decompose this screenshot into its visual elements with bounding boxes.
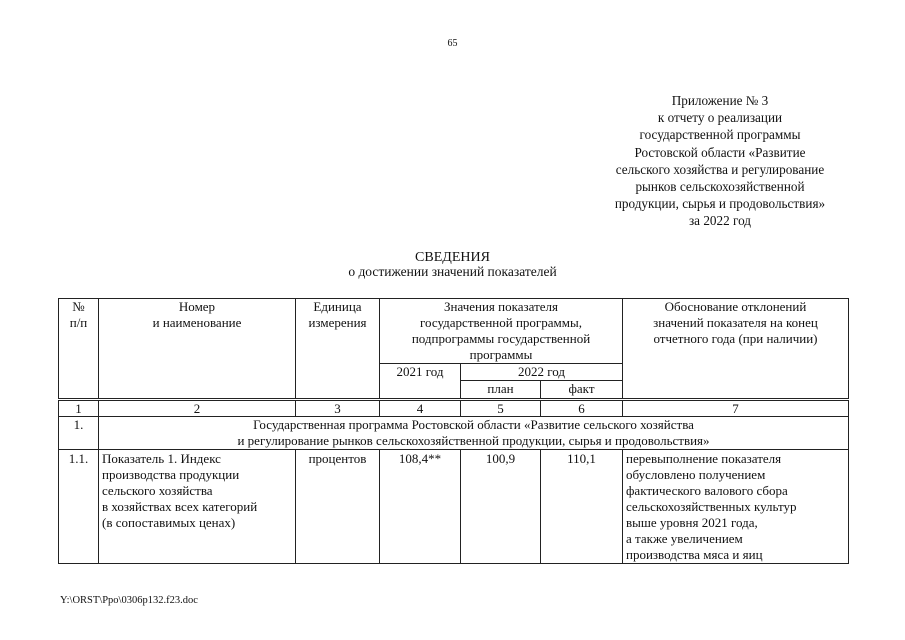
header-num: № п/п bbox=[59, 299, 99, 400]
column-number: 6 bbox=[541, 400, 623, 417]
row-plan: 100,9 bbox=[461, 450, 541, 564]
appendix-line: продукции, сырья и продовольствия» bbox=[614, 196, 826, 212]
column-number: 5 bbox=[461, 400, 541, 417]
appendix-line: к отчету о реализации bbox=[657, 110, 783, 126]
column-number: 7 bbox=[623, 400, 849, 417]
header-fact: факт bbox=[541, 381, 623, 400]
row-value-2021: 108,4** bbox=[380, 450, 461, 564]
header-year-2022: 2022 год bbox=[461, 364, 623, 381]
indicators-table bbox=[58, 298, 849, 564]
column-number: 2 bbox=[99, 400, 296, 417]
section-row bbox=[59, 417, 849, 450]
appendix-line: государственной программы bbox=[639, 127, 801, 143]
appendix-heading bbox=[560, 92, 880, 230]
document-title: СВЕДЕНИЯ bbox=[415, 250, 490, 265]
row-num: 1.1. bbox=[59, 450, 99, 564]
header-values: Значения показателя государственной программы, подпрограммы государственной программы bbox=[380, 299, 623, 364]
row-name: Показатель 1. Индекс производства продукции сельского хозяйства в хозяйствах всех категорий (в сопоставимых ценах) bbox=[99, 450, 296, 564]
section-title: Государственная программа Ростовской области «Развитие сельского хозяйства и регулирование рынков сельскохозяйственной продукции, сырья и продовольствия» bbox=[99, 417, 849, 450]
header-name: Номер и наименование bbox=[99, 299, 296, 400]
row-justification: перевыполнение показателя обусловлено получением фактического валового сбора сельскохозяйственных культур выше уровня 2021 года, а также увеличением производства мяса и яиц bbox=[623, 450, 849, 564]
page-number: 65 bbox=[447, 38, 458, 49]
header-justification: Обоснование отклонений значений показателя на конец отчетного года (при наличии) bbox=[623, 299, 849, 400]
column-numbers-row bbox=[59, 400, 849, 417]
column-number: 3 bbox=[296, 400, 380, 417]
appendix-line: Приложение № 3 bbox=[671, 93, 769, 108]
table-header-row bbox=[59, 299, 849, 364]
appendix-line: сельского хозяйства и регулирование bbox=[615, 161, 825, 177]
header-plan: план bbox=[461, 381, 541, 400]
appendix-line: за 2022 год bbox=[688, 213, 752, 229]
column-number: 1 bbox=[59, 400, 99, 417]
column-number: 4 bbox=[380, 400, 461, 417]
document-subtitle: о достижении значений показателей bbox=[348, 264, 557, 279]
row-unit: процентов bbox=[296, 450, 380, 564]
footer-file-path: Y:\ORST\Ppo\0306p132.f23.doc bbox=[60, 595, 198, 606]
table-row bbox=[59, 450, 849, 564]
section-num: 1. bbox=[59, 417, 99, 450]
header-unit: Единица измерения bbox=[296, 299, 380, 400]
header-year-2021: 2021 год bbox=[380, 364, 461, 400]
appendix-line: рынков сельскохозяйственной bbox=[635, 179, 805, 195]
row-fact: 110,1 bbox=[541, 450, 623, 564]
appendix-line: Ростовской области «Развитие bbox=[634, 144, 806, 160]
